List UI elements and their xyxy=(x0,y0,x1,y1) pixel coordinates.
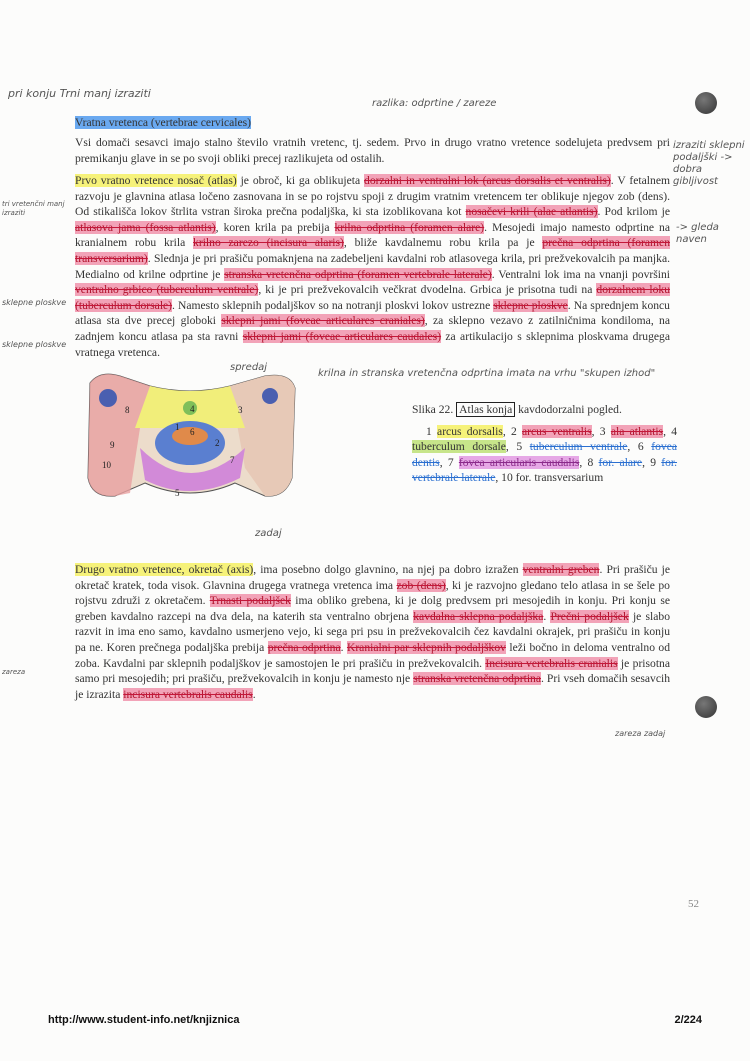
text-run: . Pod krilom je xyxy=(597,205,670,219)
highlighted-term: fovea articularis caudalis xyxy=(458,455,580,469)
punch-hole xyxy=(695,92,717,114)
figure-label: 9 xyxy=(110,440,115,450)
text-run: , 4 xyxy=(663,424,678,438)
handwritten-note: tri vretenčni manj izraziti xyxy=(2,200,65,217)
text-run: . Ventralni lok ima na vnanji površini xyxy=(491,267,670,281)
text-run: leži bočno in deloma ventralno od zoba. Kavdalni par sklepnih podaljškov je samostojen le pri prašiču in prežvekovalcih. xyxy=(75,640,671,670)
highlighted-term: nosačevi krili (alae atlantis) xyxy=(465,205,598,219)
text-run: . xyxy=(543,609,551,623)
text-run: . V fetalnem razvoju je glavnina atlasa ločeno zasnovana in se po rojstvu spoji z drugim vratnim vretencem ter oblikuje njegov zob (dens). Od stikališča lokov štrlita vstran široka prečna podaljška, ki sta izoblikovana kot xyxy=(75,174,670,219)
text-run: , 10 for. transversarium xyxy=(495,471,604,485)
text-run: je prisotna samo pri mesojedih; pri prašiču, prežvekovalcih in konju je namesto nje xyxy=(75,656,670,686)
figure-label: 7 xyxy=(230,455,235,465)
caption-prefix: Slika 22. xyxy=(412,403,454,416)
highlighted-term: atlasova jama (fossa atlantis) xyxy=(75,220,216,234)
highlighted-term: kavdalna sklepna podaljška xyxy=(413,609,544,623)
figure-label: 2 xyxy=(215,438,220,448)
highlighted-term: dorzalnem loku (tuberculum dorsale) xyxy=(75,283,670,312)
highlighted-term: Trnasti podaljšek xyxy=(209,594,291,608)
footer-page-count: 2/224 xyxy=(674,1014,702,1026)
handwritten-note: krilna in stranska vretenčna odprtina imata na vrhu "skupen izhod" xyxy=(318,368,656,379)
highlighted-term: zob (dens) xyxy=(396,578,446,592)
figure-label: 3 xyxy=(238,405,243,415)
highlighted-term: sklepni jami (foveae articulares craniales) xyxy=(221,314,425,328)
figure-label: 5 xyxy=(175,488,180,498)
highlighted-term: Incisura vertebralis cranialis xyxy=(485,656,618,670)
highlighted-term: for. alare xyxy=(598,455,643,469)
text-run: , ki je pri prežvekovalcih večkrat dvodelna. Grbica je prisotna tudi na xyxy=(258,283,597,297)
highlighted-term: ventralno grbico (tuberculum ventrale) xyxy=(75,283,259,297)
highlighted-term: Prvo vratno vretence nosač (atlas) xyxy=(75,174,237,187)
handwritten-note: razlika: odprtine / zareze xyxy=(372,98,497,109)
figure-caption xyxy=(412,402,677,486)
text-run: . xyxy=(340,640,347,654)
handwritten-note: spredaj xyxy=(230,362,268,373)
text-run: ima obliko grebena, ki je dolg predvsem pri mesojedih in konju. Pri konju se greben kavdalno razcepi na dva dela, na katerih sta ventralno obrjena xyxy=(75,594,670,623)
highlighted-term: sklepne ploskve xyxy=(493,298,568,312)
caption-rest: kavdodorzalni pogled. xyxy=(515,403,622,416)
figure-label: 4 xyxy=(190,404,195,414)
text-run: je slabo razvit in ima eno samo, kavdalno usmerjeno vejo, ki sega pri psu in prežvekovalcih čez kavdalni okrajek, pri prašiču in konju pa ne. Koren prečnega podaljška prebija xyxy=(75,609,671,654)
handwritten-note: sklepne ploskve xyxy=(2,340,67,349)
highlighted-term: ala atlantis xyxy=(610,424,664,438)
figure-label: 8 xyxy=(125,405,130,415)
text-run: , za sklepno vezavo z zatilničnima kondiloma, na zadnjem koncu atlasa pa sta ravni xyxy=(75,314,670,343)
caption-boxed-title: Atlas konja xyxy=(456,402,515,417)
highlighted-term: for. vertebrale laterale xyxy=(412,455,678,485)
text-run: , 5 xyxy=(505,440,530,454)
paragraph-intro xyxy=(75,135,670,166)
highlighted-term: krilna odprtina (foramen alare) xyxy=(334,220,485,234)
text-run: , 8 xyxy=(579,455,599,469)
highlighted-term: prečna odprtina xyxy=(267,640,341,654)
text-run: . Pri vseh domačih sesavcih je izrazita xyxy=(75,672,670,701)
text-run: , 2 xyxy=(502,424,523,438)
handwritten-note: zareza xyxy=(2,668,26,676)
text-run: , ki je razvojno gledano telo atlasa in se šele po rojstvu združi z okretačem. xyxy=(75,578,670,608)
page-number: 52 xyxy=(688,898,699,910)
text-run: , 6 xyxy=(627,440,652,454)
text-run: . Namesto sklepnih podaljškov so na notranji ploskvi lokov ustrezne xyxy=(172,298,494,312)
punch-hole xyxy=(695,696,717,718)
section-title xyxy=(75,116,251,129)
text-run: . Slednja je pri prašiču pomaknjena na zadebeljeni kavdalni rob atlasovega krila, pri prežvekovalcih pa manjka. Medialno od krilne odprtine je xyxy=(75,251,670,281)
text-run: Vsi domači sesavci imajo stalno število vratnih vretenc, tj. sedem. Prvo in drugo vratno vretence sodelujeta predvsem pri premikanju glave in se po svoji obliki precej razlikujeta od ostalih. xyxy=(75,136,670,165)
section-title-text: Vratna vretenca (vertebrae cervicales) xyxy=(75,116,251,129)
highlighted-term: tuberculum ventrale xyxy=(529,440,628,454)
footer-url-link[interactable]: http://www.student-info.net/knjiznica xyxy=(48,1014,240,1026)
text-run: je obroč, ki ga oblikujeta xyxy=(236,174,365,187)
figure-label: 1 xyxy=(175,422,180,432)
highlighted-term: fovea dentis xyxy=(412,440,677,469)
text-run: , 3 xyxy=(591,424,611,438)
text-run: za artikulacijo s sklepnima ploskvama drugega vratnega vretenca. xyxy=(75,329,670,359)
highlighted-term: prečna odprtina (foramen transversarium) xyxy=(75,236,670,265)
figure-label: 6 xyxy=(190,427,195,437)
highlighted-term: tuberculum dorsale xyxy=(412,440,506,454)
highlighted-term: stranska vretenčna odprtina (foramen vertebrale laterale) xyxy=(224,267,492,281)
highlighted-term: arcus dorsalis xyxy=(437,424,503,438)
handwritten-note: izraziti sklepni podaljški -> dobra gibljivost xyxy=(673,140,745,187)
text-run: . Pri prašiču je okretač kratek, toda visok. Glavnina drugega vratnega vretenca ima xyxy=(75,563,670,592)
text-run: , ima posebno dolgo glavnino, na njej pa dobro izražen xyxy=(253,563,523,576)
text-run: . Na sprednjem koncu atlasa sta dve precej globoki xyxy=(75,298,670,328)
highlighted-term: ventralni greben xyxy=(522,563,600,576)
text-run: , 7 xyxy=(439,455,459,469)
handwritten-note: -> gleda naven xyxy=(676,222,719,245)
highlighted-term: Prečni podaljšek xyxy=(550,609,629,623)
highlighted-term: sklepni jami (foveae articulares caudales) xyxy=(242,329,442,343)
atlas-illustration xyxy=(80,368,300,508)
text-run: 1 xyxy=(426,424,438,438)
handwritten-note: zadaj xyxy=(255,528,282,539)
handwritten-note: zareza zadaj xyxy=(615,729,666,738)
text-run: , koren krila pa prebija xyxy=(215,220,335,234)
highlighted-term: Kranialni par sklepnih podaljškov xyxy=(346,640,506,654)
text-run: , bliže kavdalnemu robu krila pa je xyxy=(343,236,543,250)
highlighted-term: dorzalni in ventralni lok (arcus dorsalis et ventralis) xyxy=(364,174,611,187)
highlighted-term: stranska vretenčna odprtina xyxy=(413,672,541,686)
figure-legend xyxy=(412,424,677,486)
highlighted-term: arcus ventralis xyxy=(522,424,592,438)
handwritten-note: sklepne ploskve xyxy=(2,298,67,307)
figure-label: 10 xyxy=(102,460,111,470)
highlighted-term: incisura vertebralis caudalis xyxy=(123,687,253,701)
text-run: . xyxy=(252,687,256,701)
paragraph-axis xyxy=(75,562,670,702)
text-run: , 9 xyxy=(642,455,662,469)
highlighted-term: krilno zarezo (incisura alaris) xyxy=(193,236,344,250)
handwritten-note: pri konju Trni manj izraziti xyxy=(8,87,151,100)
text-run: . Mesojedi imajo namesto odprtine na kranialnem robu krila xyxy=(75,220,670,250)
highlighted-term: Drugo vratno vretence, okretač (axis) xyxy=(75,563,254,576)
paragraph-atlas xyxy=(75,173,670,360)
